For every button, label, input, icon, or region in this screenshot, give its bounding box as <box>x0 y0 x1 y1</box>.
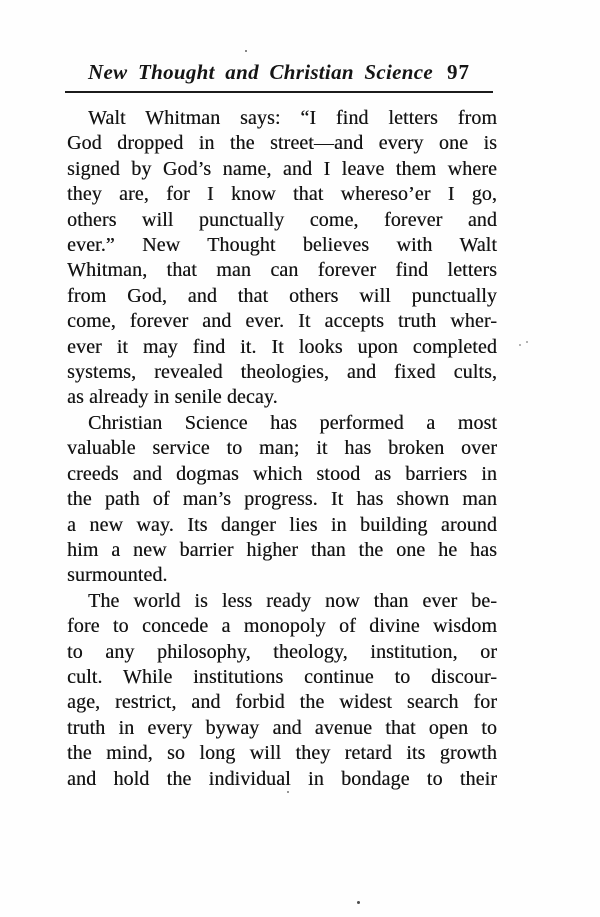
text-line: signed by God’s name, and I leave them where <box>67 157 497 180</box>
text-line: Whitman, that man can forever find letters <box>67 259 497 282</box>
text-line: surmounted. <box>67 564 168 587</box>
text-line: and hold the individual in bondage to their <box>67 767 497 790</box>
text-line: Walt Whitman says: “I find letters from <box>88 107 497 129</box>
text-line: as already in senile decay. <box>67 386 278 409</box>
text-line: others will punctually come, forever and <box>67 208 497 231</box>
paragraph <box>67 589 497 792</box>
text-line: age, restrict, and forbid the widest search for <box>67 691 497 714</box>
text-line: a new way. Its danger lies in building around <box>67 513 497 536</box>
text-line: they are, for I know that whereso’er I go, <box>67 183 497 206</box>
body-text <box>67 106 497 792</box>
text-line: The world is less ready now than ever be- <box>88 589 497 612</box>
text-line: systems, revealed theologies, and fixed cults, <box>67 361 497 384</box>
text-line: cult. While institutions continue to discour- <box>67 665 497 688</box>
page-number: 97 <box>446 60 470 84</box>
text-line: ever it may find it. It looks upon completed <box>67 335 497 358</box>
scan-speckle <box>245 50 247 52</box>
text-line: ever.” New Thought believes with Walt <box>67 234 497 257</box>
text-line: Christian Science has performed a most <box>88 411 497 434</box>
running-header <box>65 60 493 85</box>
scan-speckle <box>526 341 528 343</box>
text-line: him a new barrier higher than the one he has <box>67 538 497 561</box>
text-line: the path of man’s progress. It has shown man <box>67 488 497 511</box>
running-header-title: New Thought and Christian Science <box>88 60 433 84</box>
paragraph <box>67 411 497 589</box>
scan-speckle <box>357 901 360 904</box>
text-line: valuable service to man; it has broken over <box>67 437 497 460</box>
header-rule <box>65 91 493 93</box>
paragraph <box>67 106 497 411</box>
text-line: truth in every byway and avenue that open to <box>67 716 497 739</box>
text-line: to any philosophy, theology, institution, or <box>67 640 497 663</box>
text-line: from God, and that others will punctually <box>67 284 497 307</box>
scan-speckle <box>287 791 289 793</box>
text-line: fore to concede a monopoly of divine wisdom <box>67 615 497 638</box>
scan-speckle <box>519 344 521 346</box>
text-line: God dropped in the street—and every one is <box>67 132 497 155</box>
text-line: the mind, so long will they retard its growth <box>67 742 497 765</box>
text-line: creeds and dogmas which stood as barriers in <box>67 462 497 485</box>
text-line: come, forever and ever. It accepts truth wher- <box>67 310 497 333</box>
